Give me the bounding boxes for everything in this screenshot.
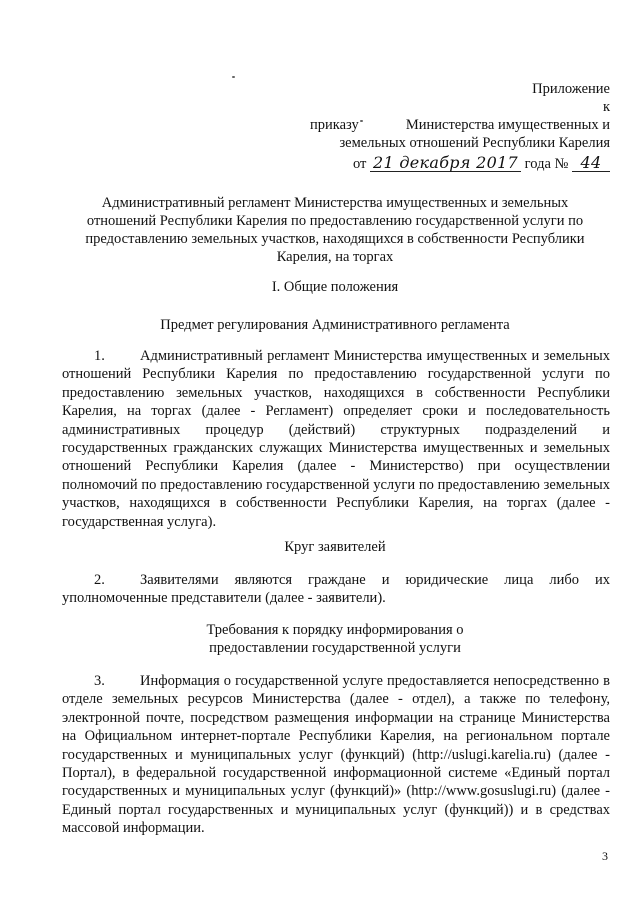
paragraph-2 xyxy=(62,571,610,608)
date-suffix: года № xyxy=(524,156,569,172)
subsection-heading-information-line1: Требования к порядку информирования о xyxy=(206,622,464,638)
appendix-date-line xyxy=(310,154,610,173)
paragraph-1 xyxy=(62,347,610,531)
section-heading-general: I. Общие положения xyxy=(271,279,399,295)
paragraph-2-text: Заявителями являются граждане и юридические лица либо их уполномоченные представители (далее - заявители). xyxy=(62,572,610,607)
appendix-ministry-name: Министерства имущественных и xyxy=(405,117,610,133)
paragraph-3-text: Информация о государственной услуге предоставляется непосредственно в отделе земельных ресурсов Министерства (далее - отдел), а также по телефону, электронной почте, посредством размещения информации на странице Министерства на Официальном интернет-портале Республики Карелия, на региональном портале государственных и муниципальных услуг (функций) (http://uslugi.karelia.ru) (далее - Портал), в федеральной государственной информационной системе «Единый портал государственных и муниципальных услуг (функций)» (http://www.gosuslugi.ru) (далее - Единый портал государственных и муниципальных услуг (функций)) и в средствах массовой информации. xyxy=(62,673,610,837)
handwritten-order-number: 44 xyxy=(572,154,610,172)
appendix-ministry-name-cont: земельных отношений Республики Карелия xyxy=(339,135,610,151)
scan-speck xyxy=(232,76,235,78)
date-prefix: от xyxy=(352,156,367,172)
subsection-heading-applicants: Круг заявителей xyxy=(284,539,386,555)
appendix-header xyxy=(310,80,610,173)
paragraph-3 xyxy=(62,672,610,838)
page-number: 3 xyxy=(602,849,608,863)
paragraph-1-text: Административный регламент Министерства имущественных и земельных отношений Республики Карелия по предоставлению государственной услуги по предоставлению земельных участков, находящихся в собственности Республики Карелия, на торгах (далее - Регламент) определяет сроки и последовательность административных процедур (действий) структурных подразделений и государственных гражданских служащих Министерства имущественных и земельных отношений Республики Карелия (далее - Министерство) при осуществлении полномочий по предоставлению государственной услуги по предоставлению земельных участков, находящихся в собственности Республики Карелия, на торгах (далее - государственная услуга). xyxy=(62,348,610,530)
appendix-order-line xyxy=(310,116,610,134)
scan-speck xyxy=(360,120,363,122)
handwritten-date: 21 декабря 2017 xyxy=(370,154,521,172)
document-title: Административный регламент Министерства имущественных и земельных отношений Республики Карелия по предоставлению государственной услуги по предоставлению земельных участков, находящихся в собственности Республики Карелия, на торгах xyxy=(85,195,585,265)
subsection-heading-subject: Предмет регулирования Административного регламента xyxy=(160,317,510,333)
appendix-label: Приложение xyxy=(532,81,610,97)
paragraph-1-number: 1. xyxy=(94,348,105,364)
paragraph-3-number: 3. xyxy=(94,673,105,689)
subsection-heading-information-line2: предоставлении государственной услуги xyxy=(209,640,461,656)
appendix-order-word: приказу xyxy=(310,117,359,133)
paragraph-2-number: 2. xyxy=(94,572,105,588)
appendix-preposition: к xyxy=(602,99,610,115)
subsection-heading-information xyxy=(60,621,610,657)
